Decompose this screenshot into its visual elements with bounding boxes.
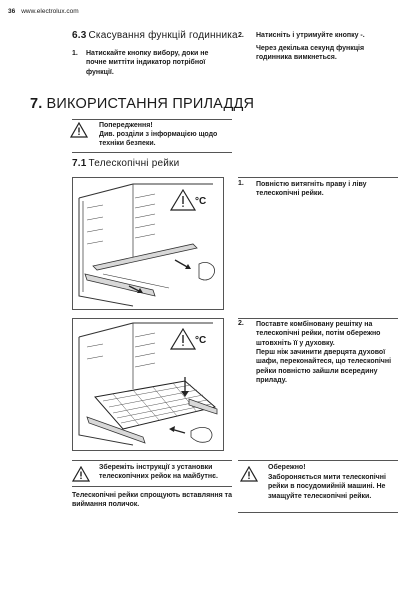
info-text: Телескопічні рейки спрощують вставляння та виймання поличок. <box>72 492 232 509</box>
divider <box>238 318 398 319</box>
warning-icon <box>70 122 88 138</box>
illustration-shelf-inserted <box>72 318 224 451</box>
divider <box>238 177 398 178</box>
step-text: Натискайте кнопку вибору, доки не почне миттіти індикатор потрібної функції. <box>86 50 209 76</box>
tip-text: Збережіть інструкції з установки телескопічних рейок на майбутнє. <box>99 464 218 481</box>
section-7-1-heading: 7.1 Телескопічні рейки <box>72 158 180 169</box>
divider <box>72 119 232 120</box>
divider <box>238 460 398 461</box>
caution-text: Забороняється мити телескопічні рейки в посудомийній машині. Не змащуйте телескопічні рейки. <box>268 474 386 500</box>
step-text: Поставте комбіновану решітку на телескопічні рейки, потім обережно штовхніть її у духовку. <box>256 321 381 347</box>
site-url: www.electrolux.com <box>21 8 79 15</box>
step-note: Перш ніж зачинити дверцята духової шафи, переконайтеся, що телескопічні рейки повністю зайшли всередину приладу. <box>256 349 392 384</box>
caution-icon <box>240 466 258 482</box>
temperature-symbol: °C <box>195 335 207 346</box>
page-number: 36 <box>8 8 16 15</box>
illustration-rails-extended <box>72 177 224 310</box>
divider <box>72 460 232 461</box>
step-text: Повністю витягніть праву і ліву телескопічні рейки. <box>256 181 367 198</box>
step-note: Через декілька секунд функція годинника вимкнеться. <box>256 45 365 62</box>
step-number: 2. <box>238 32 244 39</box>
step-text: Натисніть і утримуйте кнопку -. <box>256 32 365 39</box>
warning-title: Попередження! <box>99 122 153 129</box>
caution-title: Обережно! <box>268 464 306 471</box>
warning-text: Див. розділи з інформацією щодо техніки безпеки. <box>99 131 218 148</box>
step-number: 1. <box>238 180 244 187</box>
divider <box>72 152 232 153</box>
step-number: 1. <box>72 50 78 57</box>
section-6-3-heading: 6.3 Скасування функцій годинника <box>72 30 238 41</box>
step-number: 2. <box>238 320 244 327</box>
info-warning-icon <box>72 466 90 482</box>
divider <box>238 512 398 513</box>
section-7-heading: 7. ВИКОРИСТАННЯ ПРИЛАДДЯ <box>30 96 255 112</box>
temperature-symbol: °C <box>195 196 207 207</box>
page-header <box>8 8 79 15</box>
divider <box>72 486 232 487</box>
